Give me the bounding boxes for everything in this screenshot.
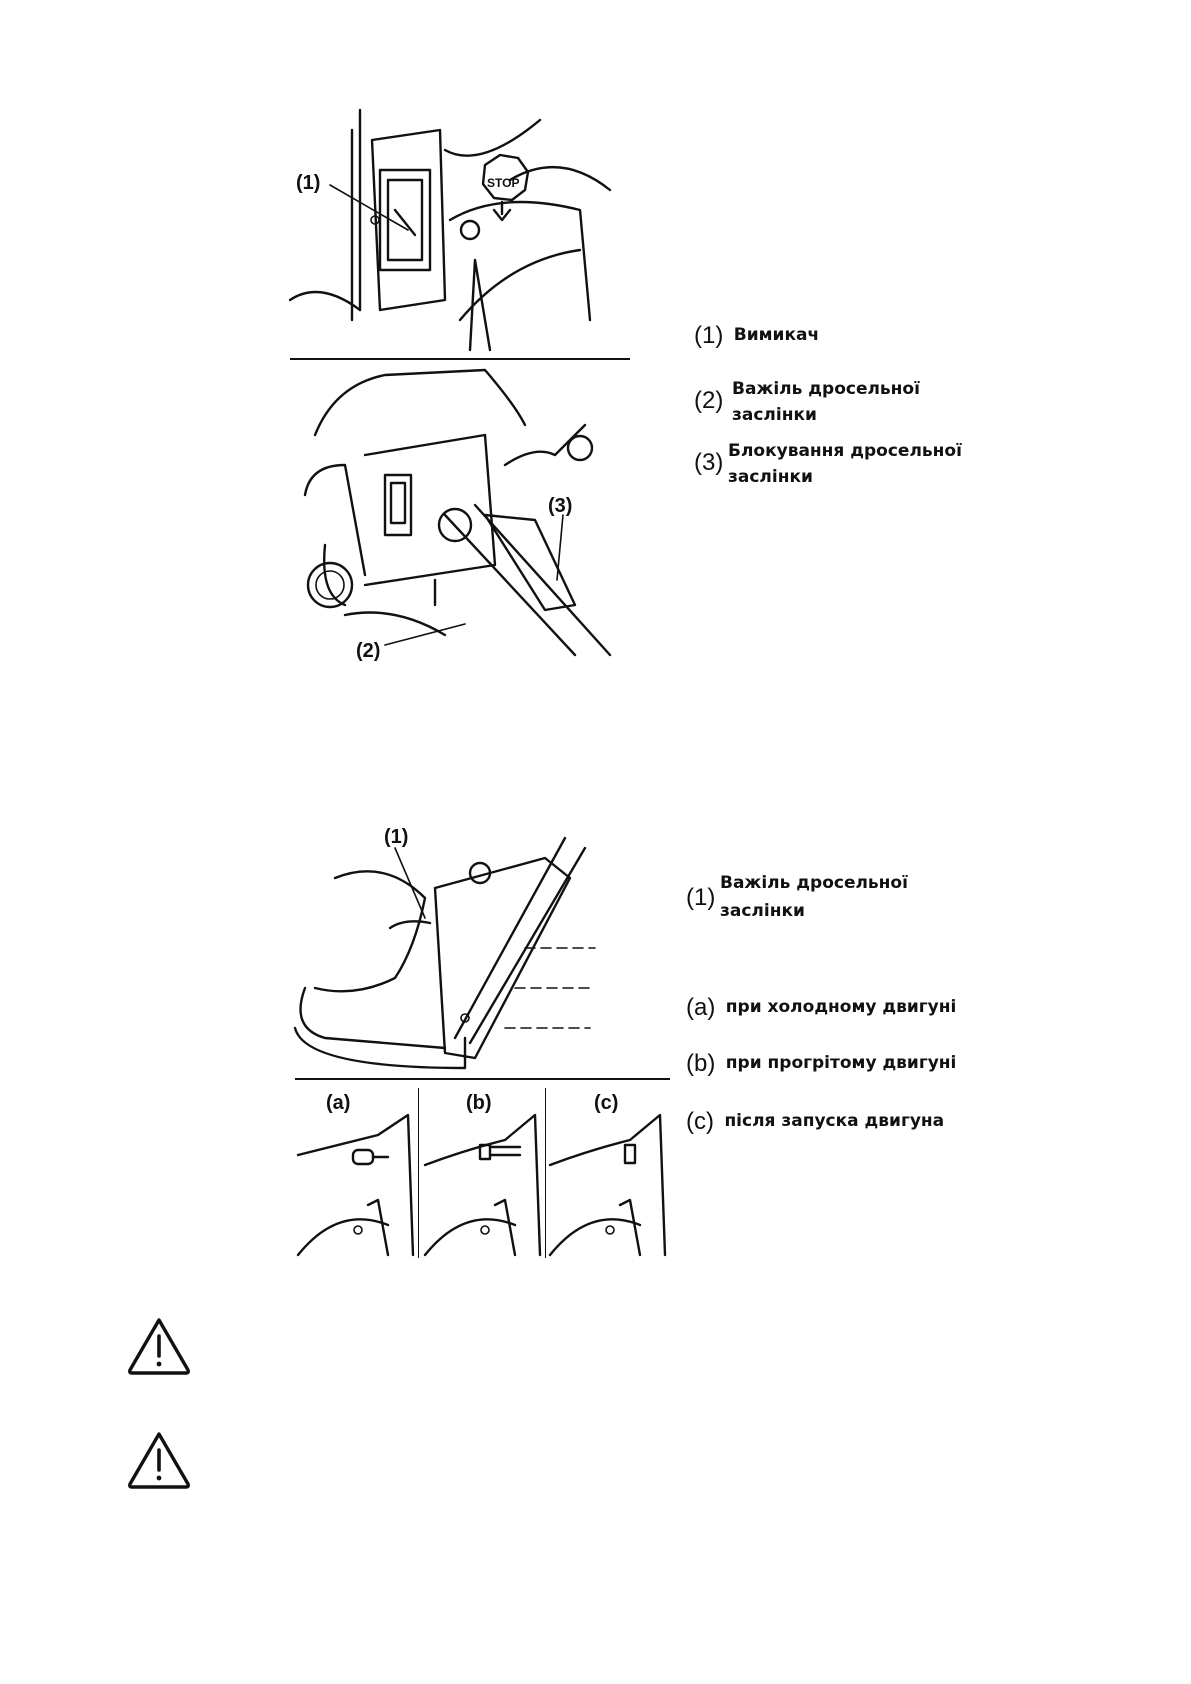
panel-separator <box>545 1088 546 1258</box>
legend-number: (3) <box>694 449 724 476</box>
callout-1: (1) <box>384 826 409 848</box>
figure-1-divider <box>290 358 630 360</box>
choke-illustration <box>295 828 615 1078</box>
legend-text: Важіль дросельної <box>720 873 908 893</box>
callout-3: (3) <box>548 495 573 517</box>
leader-line-2 <box>380 620 480 660</box>
figure-2-divider <box>295 1078 670 1080</box>
callout-b: (b) <box>466 1092 492 1114</box>
legend-text: Важіль дросельної <box>732 379 920 399</box>
legend-number: (1) <box>686 884 716 911</box>
legend-text-cont: заслінки <box>728 467 813 487</box>
stop-sign-label: STOP <box>487 176 520 190</box>
legend-text: при прогрітому двигуні <box>725 1053 957 1073</box>
choke-position-b <box>425 1105 545 1255</box>
legend-item-warm-engine <box>686 1050 956 1078</box>
legend-text-cont: заслінки <box>732 405 817 425</box>
leader-line-3 <box>545 510 585 590</box>
warning-triangle-icon <box>126 1430 192 1490</box>
choke-position-c <box>550 1105 670 1255</box>
legend-text: при холодному двигуні <box>725 997 957 1017</box>
warning-triangle-icon <box>126 1316 192 1376</box>
legend-number: (1) <box>694 322 724 349</box>
choke-position-a <box>298 1105 418 1255</box>
callout-c: (c) <box>594 1092 619 1114</box>
callout-2: (2) <box>356 640 381 662</box>
legend-item-cold-engine <box>686 994 956 1022</box>
legend-item-switch <box>694 322 819 350</box>
legend-number: (c) <box>686 1108 714 1135</box>
panel-separator <box>418 1088 419 1258</box>
legend-number: (2) <box>694 387 724 414</box>
legend-text: Блокування дросельної <box>728 441 962 461</box>
legend-text: після запуска двигуна <box>724 1111 945 1131</box>
legend-text-cont: заслінки <box>720 901 805 921</box>
legend-number: (a) <box>686 994 716 1021</box>
legend-text: Вимикач <box>733 325 820 345</box>
leader-line-1 <box>320 180 420 240</box>
callout-1: (1) <box>296 172 321 194</box>
legend-number: (b) <box>686 1050 716 1077</box>
legend-item-after-start <box>686 1108 944 1136</box>
callout-a: (a) <box>326 1092 351 1114</box>
